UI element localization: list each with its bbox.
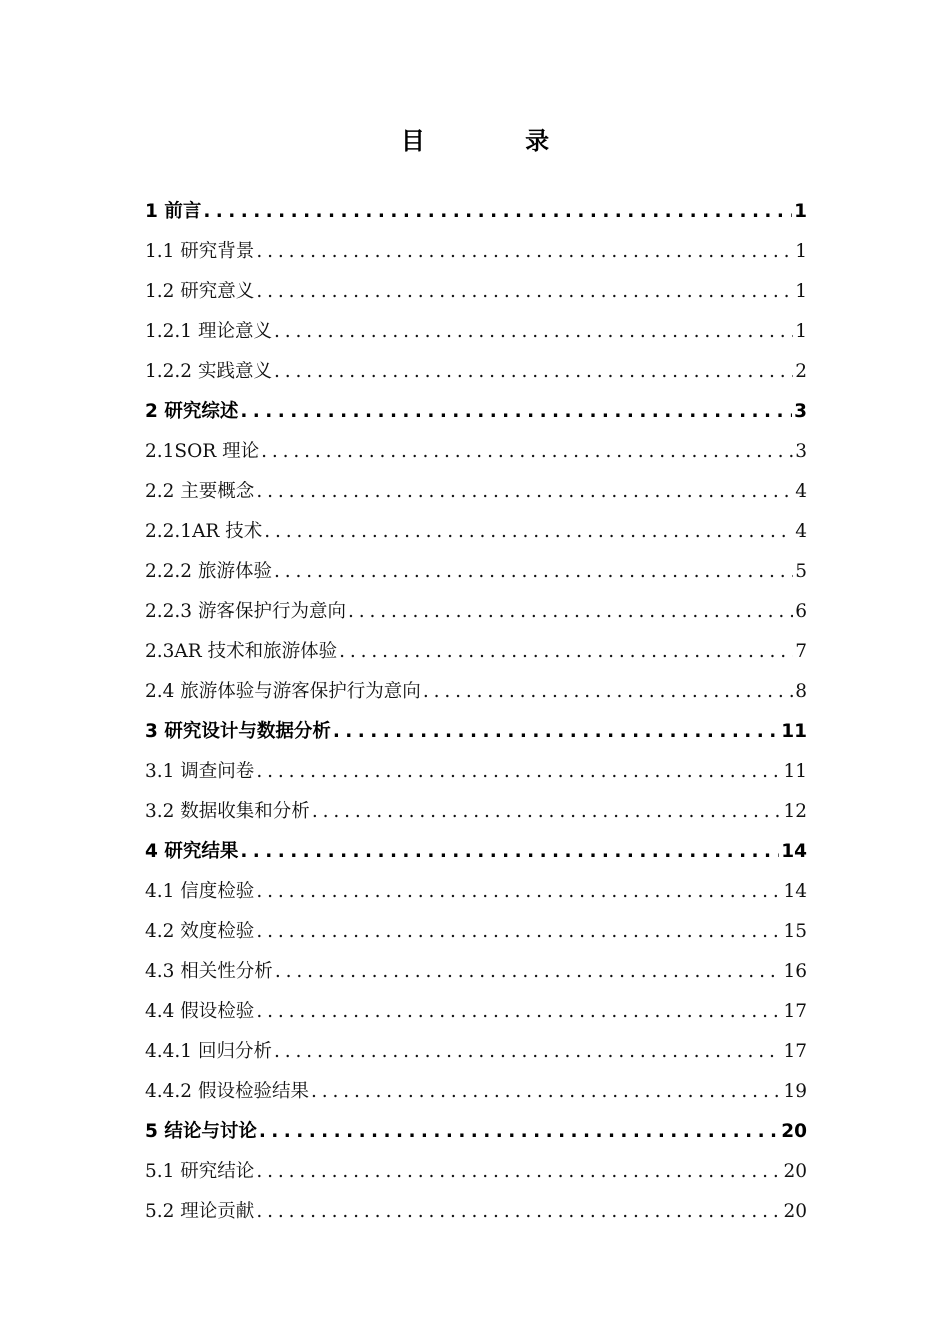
toc-page-number: 20 [781, 1121, 807, 1142]
toc-dot-leader [240, 392, 792, 432]
toc-page-number: 3 [795, 441, 807, 462]
toc-page-number: 4 [795, 481, 807, 502]
toc-page-number: 15 [783, 921, 807, 942]
toc-dot-leader [339, 632, 793, 672]
toc-entry-text: 1.1 研究背景 [145, 241, 255, 262]
toc-entry[interactable] [145, 1192, 807, 1232]
toc-page-number: 17 [783, 1001, 807, 1022]
toc-entry-text: 5 结论与讨论 [145, 1121, 257, 1142]
toc-entry[interactable] [145, 392, 807, 432]
toc-dot-leader [240, 832, 779, 872]
toc-page-number: 2 [795, 361, 807, 382]
toc-page-number: 12 [783, 801, 807, 822]
toc-page-number: 1 [794, 201, 807, 222]
toc-entry-text: 1.2 研究意义 [145, 281, 255, 302]
toc-entry[interactable] [145, 272, 807, 312]
toc-entry[interactable] [145, 872, 807, 912]
toc-entry-text: 5.2 理论贡献 [145, 1201, 255, 1222]
toc-page-number: 20 [783, 1201, 807, 1222]
toc-dot-leader [256, 872, 781, 912]
toc-dot-leader [261, 432, 793, 472]
toc-entry-text: 4.4 假设检验 [145, 1001, 255, 1022]
toc-dot-leader [256, 992, 781, 1032]
toc-dot-leader [311, 1072, 781, 1112]
toc-entry[interactable] [145, 352, 807, 392]
toc-entry[interactable] [145, 632, 807, 672]
toc-entry[interactable] [145, 192, 807, 232]
toc-page-number: 14 [783, 881, 807, 902]
toc-dot-leader [275, 952, 782, 992]
toc-entry-text: 2.4 旅游体验与游客保护行为意向 [145, 681, 421, 702]
toc-page-number: 8 [795, 681, 807, 702]
toc-entry-text: 2 研究综述 [145, 401, 239, 422]
toc-entry-text: 2.2.3 游客保护行为意向 [145, 601, 346, 622]
toc-dot-leader [333, 712, 779, 752]
toc-entry[interactable] [145, 432, 807, 472]
toc-dot-leader [256, 752, 781, 792]
toc-dot-leader [274, 312, 793, 352]
toc-entry-text: 1.2.1 理论意义 [145, 321, 272, 342]
toc-page-number: 17 [783, 1041, 807, 1062]
toc-dot-leader [312, 792, 782, 832]
toc-entry-text: 5.1 研究结论 [145, 1161, 255, 1182]
toc-entry[interactable] [145, 792, 807, 832]
toc-page-number: 6 [795, 601, 807, 622]
toc-entry-text: 2.3AR 技术和旅游体验 [145, 641, 338, 662]
toc-entry[interactable] [145, 1032, 807, 1072]
toc-page-number: 1 [795, 241, 807, 262]
toc-entry[interactable] [145, 712, 807, 752]
toc-page-number: 4 [795, 521, 807, 542]
toc-entry[interactable] [145, 1112, 807, 1152]
toc-entry[interactable] [145, 672, 807, 712]
toc-entry-text: 1 前言 [145, 201, 202, 222]
toc-page-number: 14 [781, 841, 807, 862]
toc-dot-leader [256, 232, 793, 272]
toc-dot-leader [259, 1112, 779, 1152]
toc-entry-text: 4.1 信度检验 [145, 881, 255, 902]
toc-entry[interactable] [145, 952, 807, 992]
toc-dot-leader [256, 272, 793, 312]
toc-page-number: 1 [795, 321, 807, 342]
toc-entry[interactable] [145, 472, 807, 512]
toc-list [145, 192, 807, 1232]
toc-entry-text: 4.2 效度检验 [145, 921, 255, 942]
toc-entry-text: 1.2.2 实践意义 [145, 361, 272, 382]
toc-entry[interactable] [145, 552, 807, 592]
toc-page-number: 20 [783, 1161, 807, 1182]
toc-dot-leader [274, 352, 793, 392]
toc-page-number: 16 [783, 961, 807, 982]
toc-dot-leader [256, 912, 781, 952]
toc-dot-leader [256, 1192, 781, 1232]
toc-entry[interactable] [145, 312, 807, 352]
toc-entry-text: 4.4.2 假设检验结果 [145, 1081, 309, 1102]
toc-entry[interactable] [145, 592, 807, 632]
toc-entry[interactable] [145, 1152, 807, 1192]
toc-page-number: 5 [795, 561, 807, 582]
toc-dot-leader [256, 1152, 781, 1192]
toc-dot-leader [274, 552, 793, 592]
toc-entry[interactable] [145, 832, 807, 872]
toc-page-number: 11 [783, 761, 807, 782]
toc-title: 目 录 [400, 126, 596, 155]
toc-entry[interactable] [145, 512, 807, 552]
toc-entry-text: 4.3 相关性分析 [145, 961, 273, 982]
toc-dot-leader [423, 672, 793, 712]
toc-page-number: 1 [795, 281, 807, 302]
toc-page-number: 11 [781, 721, 807, 742]
toc-entry-text: 4 研究结果 [145, 841, 239, 862]
toc-dot-leader [348, 592, 793, 632]
toc-page-number: 3 [794, 401, 807, 422]
toc-entry-text: 2.2 主要概念 [145, 481, 255, 502]
toc-entry[interactable] [145, 992, 807, 1032]
toc-entry-text: 4.4.1 回归分析 [145, 1041, 272, 1062]
toc-dot-leader [264, 512, 793, 552]
toc-entry[interactable] [145, 752, 807, 792]
toc-entry[interactable] [145, 912, 807, 952]
toc-entry-text: 3.1 调查问卷 [145, 761, 255, 782]
toc-entry-text: 2.1SOR 理论 [145, 441, 260, 462]
toc-entry[interactable] [145, 232, 807, 272]
toc-dot-leader [274, 1032, 782, 1072]
toc-dot-leader [203, 192, 792, 232]
toc-entry-text: 2.2.2 旅游体验 [145, 561, 272, 582]
toc-entry[interactable] [145, 1072, 807, 1112]
toc-page-number: 19 [783, 1081, 807, 1102]
toc-entry-text: 2.2.1AR 技术 [145, 521, 263, 542]
toc-dot-leader [256, 472, 793, 512]
toc-entry-text: 3 研究设计与数据分析 [145, 721, 331, 742]
toc-page-number: 7 [795, 641, 807, 662]
toc-entry-text: 3.2 数据收集和分析 [145, 801, 310, 822]
